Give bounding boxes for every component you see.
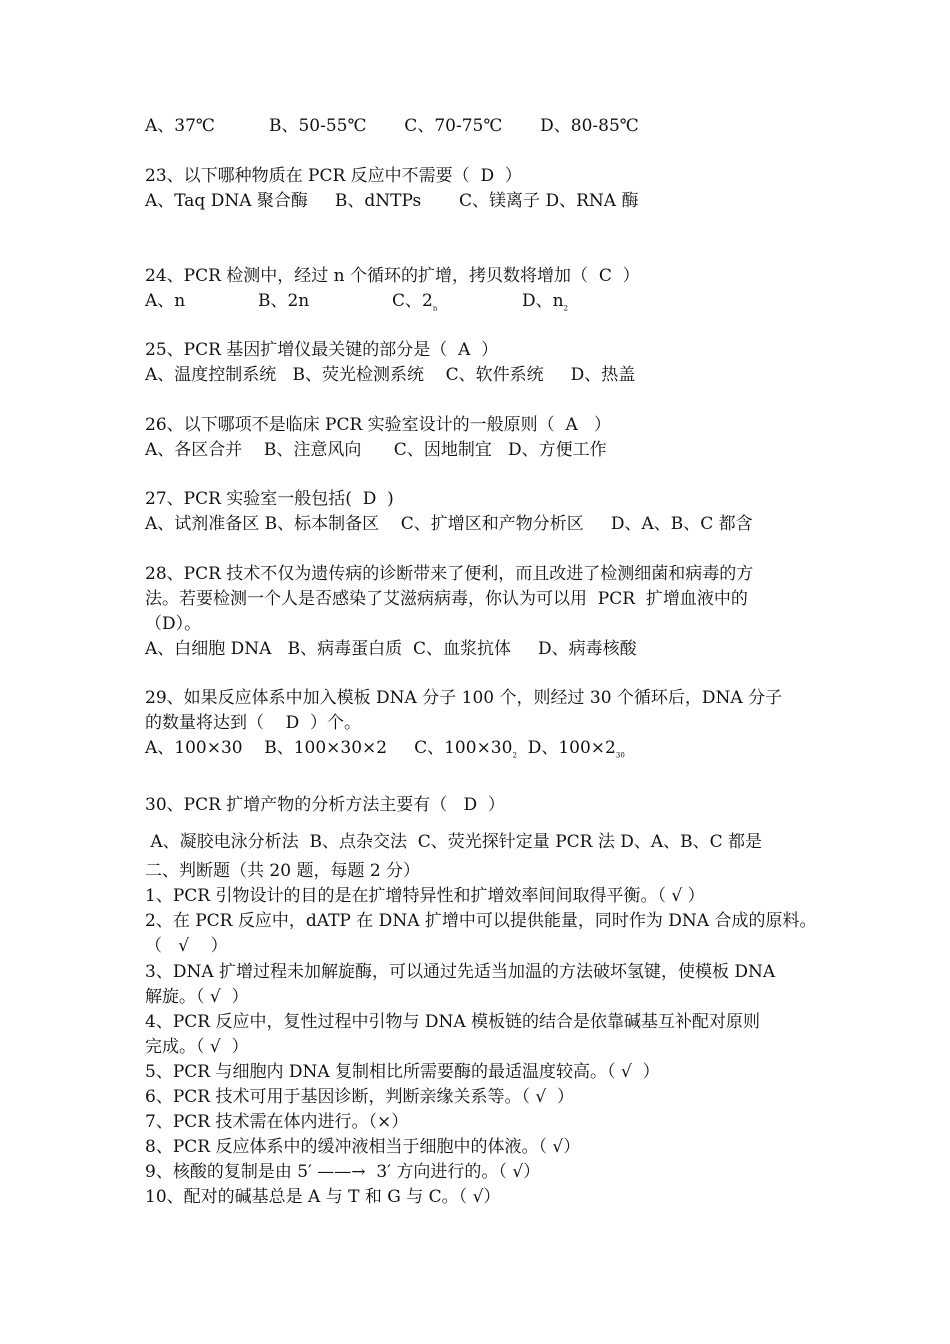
q28-line-3: （D）。 — [145, 614, 202, 634]
q29-options-ab: A、100×30 B、100×30×2 C、100×30 — [145, 738, 513, 758]
tf-item-continuation: （ √ ） — [145, 936, 228, 956]
q25-stem: 25、PCR 基因扩增仪最关键的部分是（ A ） — [145, 340, 499, 360]
tf-item: 8、PCR 反应体系中的缓冲液相当于细胞中的体液。（ √） — [145, 1137, 581, 1157]
tf-item-continuation: 解旋。（ √ ） — [145, 987, 249, 1007]
tf-item: 4、PCR 反应中，复性过程中引物与 DNA 模板链的结合是依靠碱基互补配对原则 — [145, 1012, 761, 1032]
q22-options: A、37℃ B、50-55℃ C、70-75℃ D、80-85℃ — [145, 116, 639, 136]
section-heading: 二、判断题（共 20 题，每题 2 分） — [145, 861, 421, 881]
tf-item: 7、PCR 技术需在体内进行。（×） — [145, 1112, 409, 1132]
q27-options: A、试剂准备区 B、标本制备区 C、扩增区和产物分析区 D、A、B、C 都含 — [145, 514, 753, 534]
q24-option-c-base: C、2 — [392, 291, 433, 311]
q26-options: A、各区合并 B、注意风向 C、因地制宜 D、方便工作 — [145, 440, 607, 460]
q29-option-d-exponent: 30 — [615, 751, 625, 760]
tf-item-continuation: 完成。（ √ ） — [145, 1037, 249, 1057]
q29-line-2: 的数量将达到（ D ）个。 — [145, 713, 362, 733]
q25-options: A、温度控制系统 B、荧光检测系统 C、软件系统 D、热盖 — [145, 365, 636, 385]
tf-item: 3、DNA 扩增过程未加解旋酶，可以通过先适当加温的方法破坏氢键，使模板 DNA — [145, 962, 776, 982]
q24-option-a: A、n — [145, 291, 186, 311]
q24-option-b: B、2n — [258, 291, 310, 311]
q30-stem: 30、PCR 扩增产物的分析方法主要有（ D ） — [145, 795, 505, 815]
q28-line-2: 法。若要检测一个人是否感染了艾滋病病毒，你认为可以用 PCR 扩增血液中的 — [145, 589, 748, 609]
tf-item: 5、PCR 与细胞内 DNA 复制相比所需要酶的最适温度较高。（ √ ） — [145, 1062, 660, 1082]
tf-item: 6、PCR 技术可用于基因诊断，判断亲缘关系等。（ √ ） — [145, 1087, 575, 1107]
q24-option-c-exponent: n — [432, 304, 438, 313]
q29-option-c-exponent: 2 — [512, 751, 517, 760]
q23-options: A、Taq DNA 聚合酶 B、dNTPs C、镁离子 D、RNA 酶 — [145, 191, 639, 211]
q26-stem: 26、以下哪项不是临床 PCR 实验室设计的一般原则（ A ） — [145, 415, 611, 435]
q23-stem: 23、以下哪种物质在 PCR 反应中不需要（ D ） — [145, 166, 522, 186]
q28-options: A、白细胞 DNA B、病毒蛋白质 C、血浆抗体 D、病毒核酸 — [145, 639, 637, 659]
q24-option-c — [392, 289, 437, 320]
q24-option-d — [522, 289, 568, 320]
q24-option-d-base: D、n — [522, 291, 564, 311]
q29-line-1: 29、如果反应体系中加入模板 DNA 分子 100 个，则经过 30 个循环后，DNA 分子 — [145, 688, 783, 708]
q28-line-1: 28、PCR 技术不仅为遗传病的诊断带来了便利，而且改进了检测细菌和病毒的方 — [145, 564, 754, 584]
tf-item: 9、核酸的复制是由 5′ ——→ 3′ 方向进行的。（ √） — [145, 1162, 541, 1182]
tf-item: 1、PCR 引物设计的目的是在扩增特异性和扩增效率间间取得平衡。（ √ ） — [145, 886, 705, 906]
q24-option-d-exponent: 2 — [563, 304, 569, 313]
tf-item: 2、在 PCR 反应中，dATP 在 DNA 扩增中可以提供能量，同时作为 DNA 合成的原料。 — [145, 911, 817, 931]
q29-option-d-base: D、100×2 — [516, 738, 616, 758]
q30-options: A、凝胶电泳分析法 B、点杂交法 C、荧光探针定量 PCR 法 D、A、B、C 都是 — [145, 832, 763, 852]
q29-options — [145, 736, 625, 767]
q27-stem: 27、PCR 实验室一般包括( D ) — [145, 489, 394, 509]
tf-item: 10、配对的碱基总是 A 与 T 和 G 与 C。（ √） — [145, 1187, 501, 1207]
q24-stem: 24、PCR 检测中，经过 n 个循环的扩增，拷贝数将增加（ C ） — [145, 266, 640, 286]
